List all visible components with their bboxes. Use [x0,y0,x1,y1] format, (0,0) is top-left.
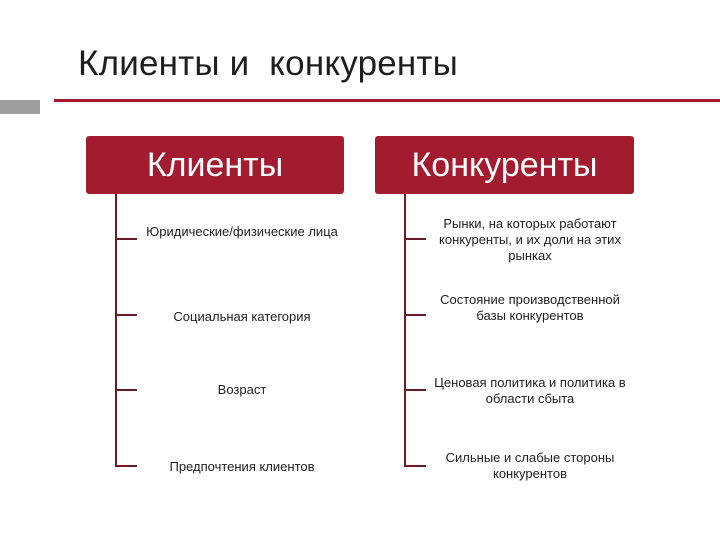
competitors-branch-2 [404,314,426,316]
accent-line [54,99,720,102]
clients-branch-4 [115,465,137,467]
clients-item: Юридические/физические лица [146,224,338,239]
clients-item: Социальная категория [173,309,311,324]
competitors-connector-line [404,194,406,466]
competitors-item: Рынки, на которых работают конкуренты, и их доли на этих рынках [439,216,621,263]
slide-title: Клиенты и конкуренты [78,44,459,83]
competitors-branch-4 [404,465,426,467]
competitors-item: Состояние производственной базы конкурентов [440,292,620,323]
clients-header: Клиенты [86,136,344,194]
competitors-branch-1 [404,238,426,240]
accent-square [0,100,40,114]
competitors-item: Ценовая политика и политика в области сбыта [434,375,626,406]
clients-connector-line [115,194,117,466]
competitors-header: Конкуренты [375,136,634,194]
clients-item: Предпочтения клиентов [169,459,315,474]
competitors-item: Сильные и слабые стороны конкурентов [445,450,615,481]
clients-item: Возраст [217,382,267,397]
clients-branch-3 [115,389,137,391]
clients-branch-1 [115,238,137,240]
clients-branch-2 [115,314,137,316]
competitors-branch-3 [404,389,426,391]
